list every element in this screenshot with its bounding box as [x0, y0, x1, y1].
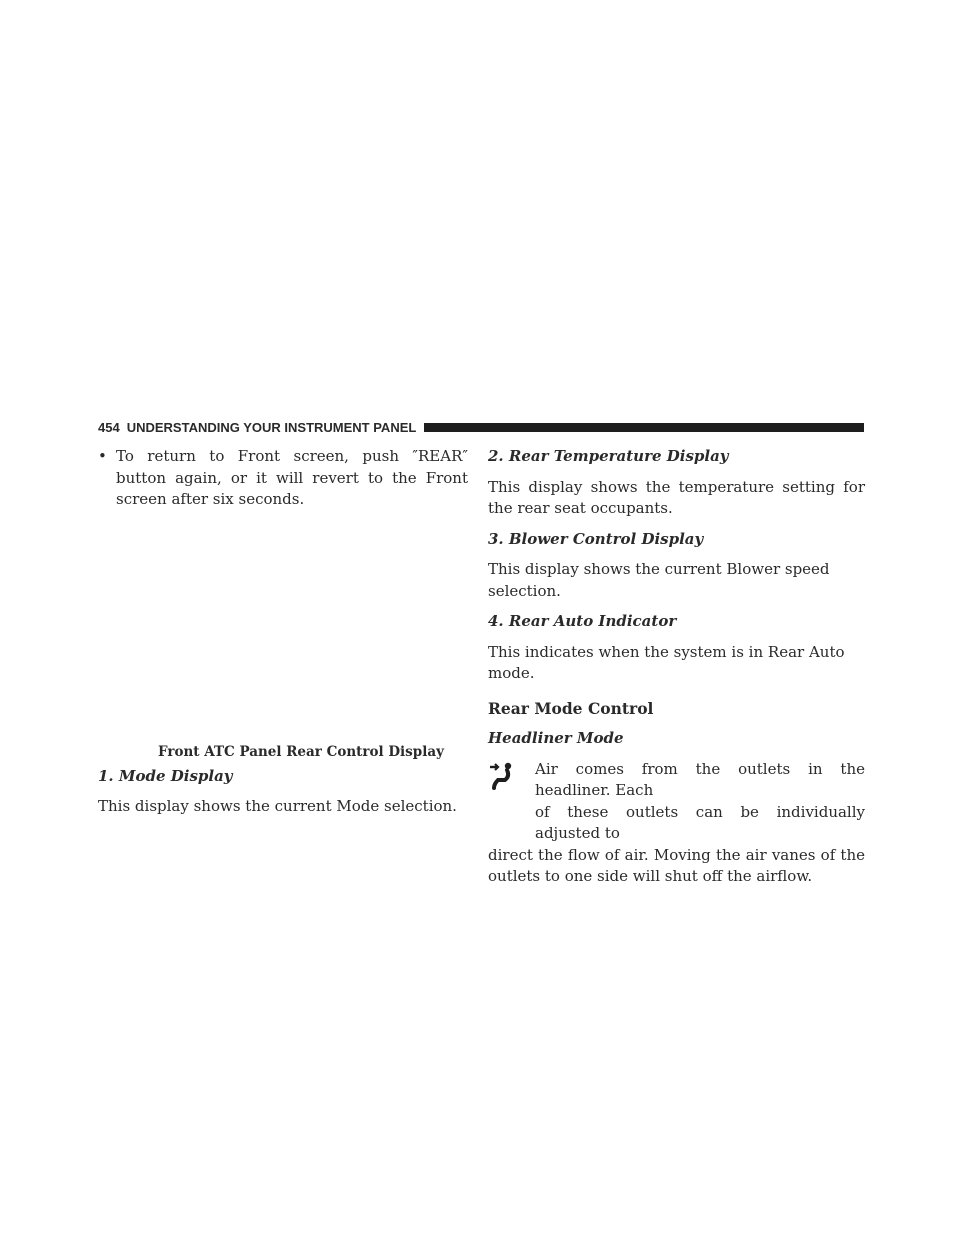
mode-display-text: This display shows the current Mode selection. — [98, 797, 457, 815]
left-column — [98, 446, 468, 818]
rear-mode-heading: Rear Mode Control — [488, 698, 654, 718]
bullet-item — [98, 446, 468, 511]
header-rule — [424, 423, 864, 432]
right-column — [488, 446, 865, 888]
page-header — [98, 419, 864, 435]
figure-caption: Front ATC Panel Rear Control Display — [158, 743, 444, 760]
section-title: UNDERSTANDING YOUR INSTRUMENT PANEL — [126, 419, 417, 435]
headliner-text: direct the flow of air. Moving the air vanes of the outlets to one side will shut off the airflow. — [488, 845, 865, 885]
mode-display-heading: 1. Mode Display — [98, 766, 233, 785]
bullet-text: To return to Front screen, push ″REAR″ button again, or it will revert to the Front screen after six seconds. — [116, 447, 468, 508]
headliner-description — [488, 759, 865, 888]
headliner-mode-icon — [488, 761, 518, 791]
bullet-marker: • — [98, 447, 107, 465]
figure-area — [98, 511, 468, 743]
blower-text: This display shows the current Blower speed selection. — [488, 560, 830, 600]
rear-auto-heading: 4. Rear Auto Indicator — [488, 612, 677, 630]
rear-temp-text: This display shows the temperature setting for the rear seat occupants. — [488, 477, 865, 517]
rear-auto-text: This indicates when the system is in Rear Auto mode. — [488, 642, 845, 682]
headliner-line-2: of these outlets can be individually adjusted to — [535, 802, 865, 842]
rear-temp-heading: 2. Rear Temperature Display — [488, 447, 729, 465]
page-number: 454 — [98, 419, 120, 435]
headliner-heading: Headliner Mode — [488, 729, 624, 747]
headliner-line-1: Air comes from the outlets in the headliner. Each — [535, 759, 865, 799]
blower-heading: 3. Blower Control Display — [488, 529, 704, 548]
